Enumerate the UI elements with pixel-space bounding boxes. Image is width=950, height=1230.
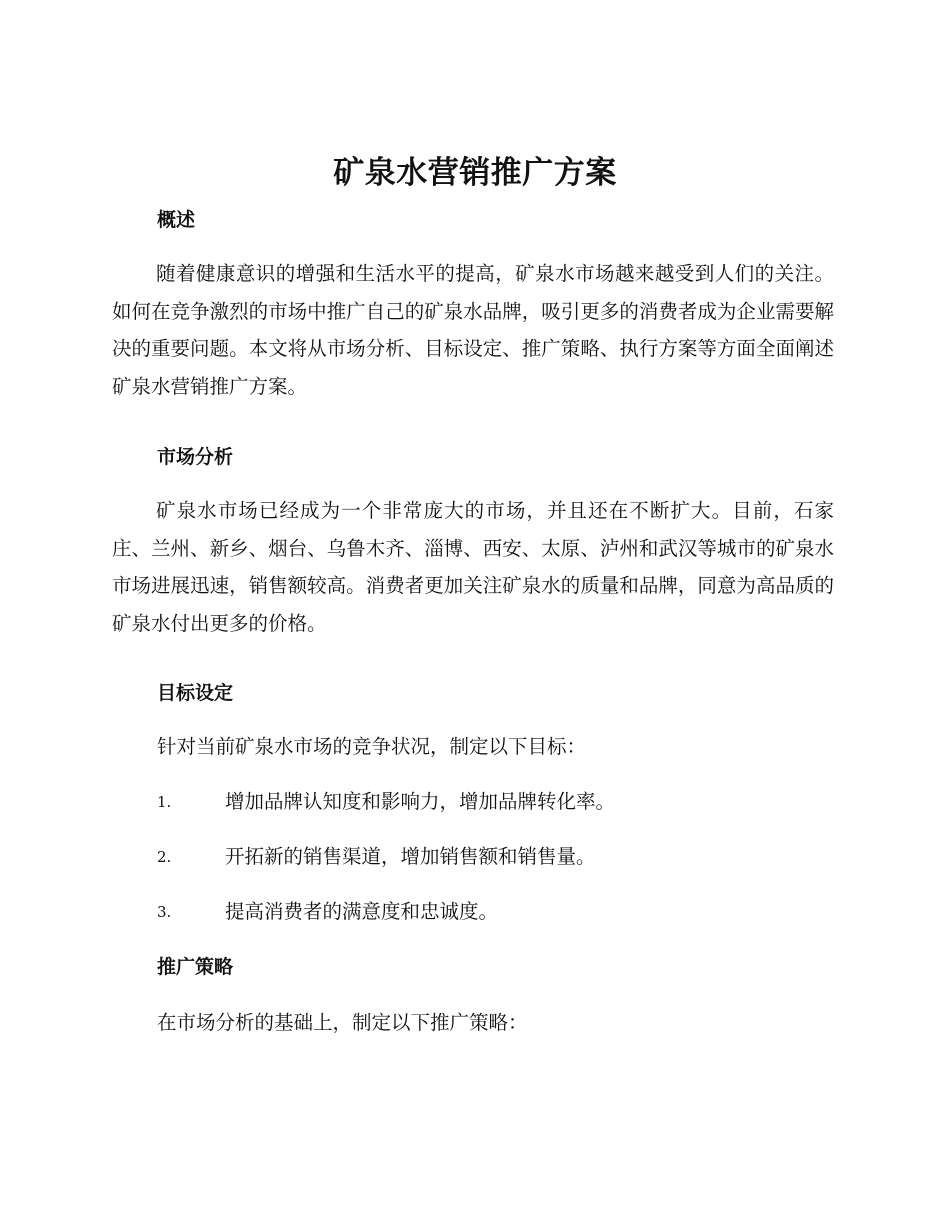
strategy-intro: 在市场分析的基础上，制定以下推广策略：: [157, 1011, 528, 1034]
goals-intro: 针对当前矿泉水市场的竞争状况，制定以下目标：: [157, 735, 587, 758]
list-item: [157, 842, 837, 872]
list-item: [157, 787, 837, 817]
overview-paragraph: 随着健康意识的增强和生活水平的提高，矿泉水市场越来越受到人们的关注。如何在竞争激烈的市场中推广自己的矿泉水品牌，吸引更多的消费者成为企业需要解决的重要问题。本文将从市场分析、目标设定、推广策略、执行方案等方面全面阐述矿泉水营销推广方案。: [112, 262, 834, 398]
list-item: [157, 897, 837, 927]
market-analysis-paragraph: 矿泉水市场已经成为一个非常庞大的市场，并且还在不断扩大。目前，石家庄、兰州、新乡、烟台、乌鲁木齐、淄博、西安、太原、泸州和武汉等城市的矿泉水市场进展迅速，销售额较高。消费者更加关注矿泉水的质量和品牌，同意为高品质的矿泉水付出更多的价格。: [112, 499, 834, 635]
section-heading-overview: 概述: [157, 209, 196, 231]
list-number: 1.: [157, 793, 172, 811]
document-title: 矿泉水营销推广方案: [333, 155, 617, 191]
section-heading-goals: 目标设定: [157, 682, 234, 704]
list-text: 提高消费者的满意度和忠诚度。: [225, 900, 499, 923]
section-heading-market-analysis: 市场分析: [157, 446, 234, 468]
list-text: 增加品牌认知度和影响力，增加品牌转化率。: [225, 790, 616, 813]
list-text: 开拓新的销售渠道，增加销售额和销售量。: [225, 845, 596, 868]
list-number: 2.: [157, 848, 172, 866]
list-number: 3.: [157, 903, 172, 921]
section-heading-strategy: 推广策略: [157, 956, 234, 978]
